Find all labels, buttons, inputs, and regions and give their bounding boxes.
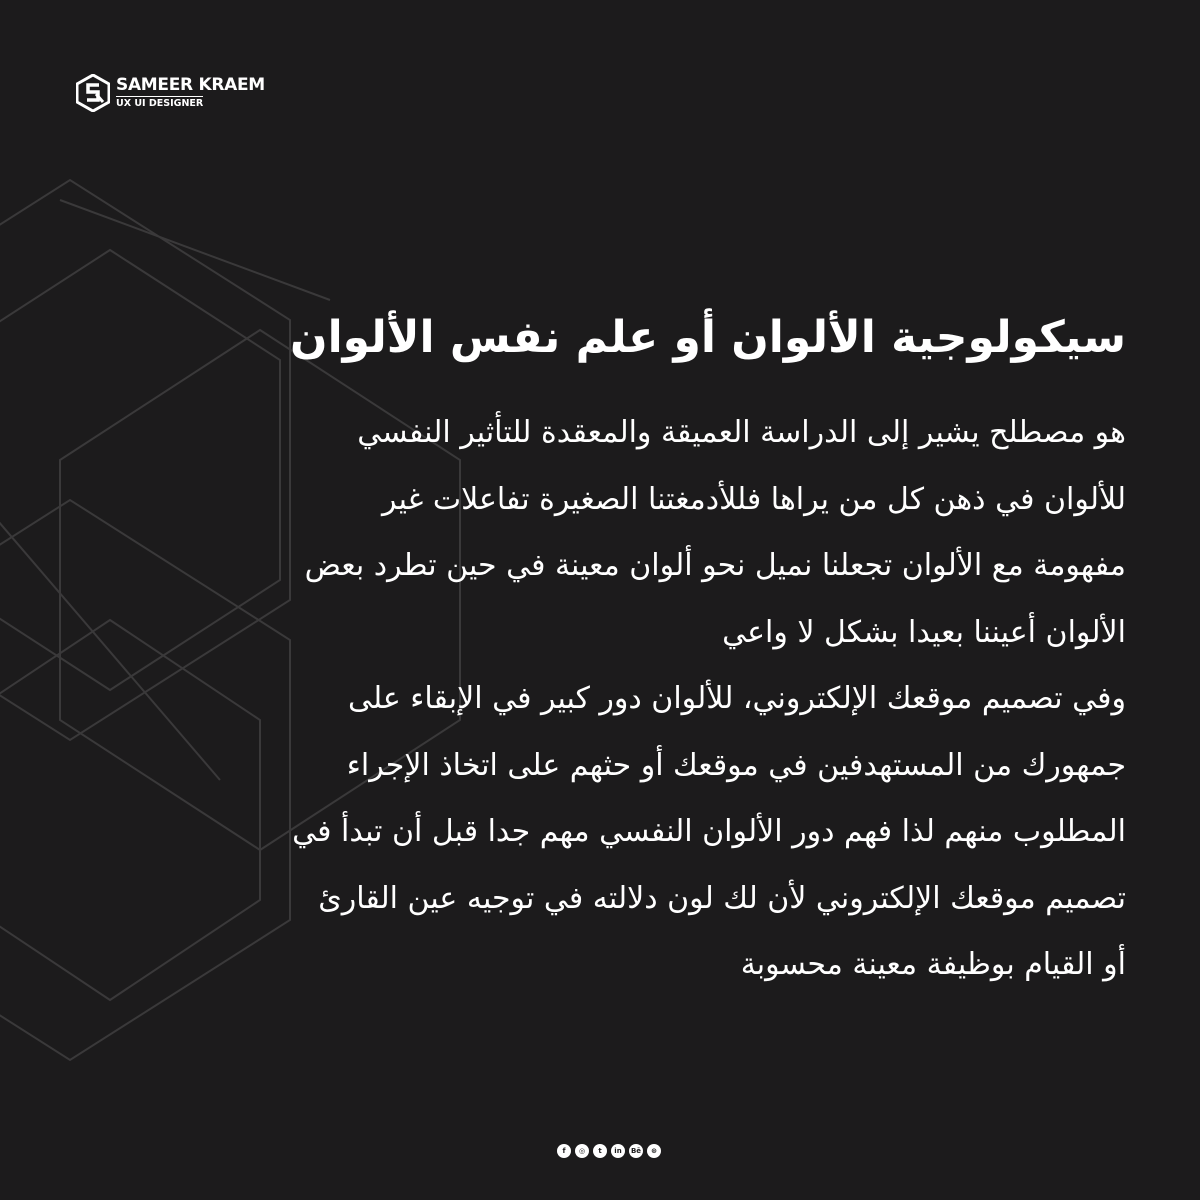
body-line: جمهورك من المستهدفين في موقعك أو حثهم على اتخاذ الإجراء	[346, 747, 1126, 783]
body-line: الألوان أعيننا بعيدا بشكل لا واعي	[722, 614, 1126, 650]
dribbble-icon[interactable]: ⊛	[647, 1144, 661, 1158]
body-line: هو مصطلح يشير إلى الدراسة العميقة والمعقدة للتأثير النفسي	[357, 415, 1126, 450]
brand-subtitle: UX UI DESIGNER	[116, 98, 204, 110]
post-content	[66, 298, 1126, 999]
social-links	[557, 1144, 661, 1158]
linkedin-icon[interactable]: in	[611, 1144, 625, 1158]
facebook-icon[interactable]: f	[557, 1144, 571, 1158]
body-line: أو القيام بوظيفة معينة محسوبة	[740, 947, 1126, 982]
post-body	[66, 400, 1126, 999]
brand-name: SAMEER KRAEM	[116, 75, 265, 96]
brand-logo	[76, 74, 265, 112]
post-title: سيكولوجية الألوان أو علم نفس الألوان	[290, 312, 1126, 363]
body-line: مفهومة مع الألوان تجعلنا نميل نحو ألوان معينة في حين تطرد بعض	[304, 548, 1126, 583]
instagram-icon[interactable]: ◎	[575, 1144, 589, 1158]
body-line: للألوان في ذهن كل من يراها فللأدمغتنا الصغيرة تفاعلات غير	[382, 481, 1126, 517]
body-line: تصميم موقعك الإلكتروني لأن لك لون دلالته في توجيه عين القارئ	[318, 880, 1126, 916]
body-line: وفي تصميم موقعك الإلكتروني، للألوان دور كبير في الإبقاء على	[347, 681, 1126, 716]
twitter-icon[interactable]: t	[593, 1144, 607, 1158]
behance-icon[interactable]: Bē	[629, 1144, 643, 1158]
body-line: المطلوب منهم لذا فهم دور الألوان النفسي مهم جدا قبل أن تبدأ في	[292, 814, 1126, 849]
sk-monogram-icon	[76, 74, 110, 112]
